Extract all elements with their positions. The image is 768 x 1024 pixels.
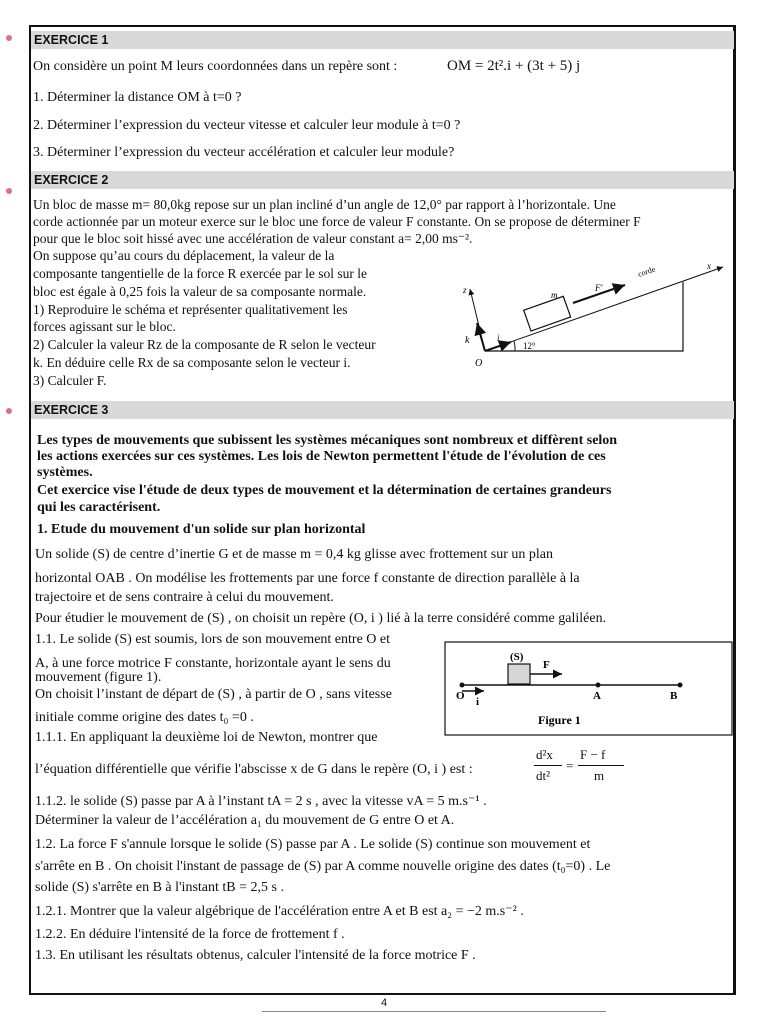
fraction-bar xyxy=(578,765,624,766)
bullet-marker xyxy=(6,35,12,41)
fraction-bar xyxy=(534,765,562,766)
label-a: A xyxy=(593,690,601,702)
solid-s xyxy=(508,664,530,684)
exercise-3-header: EXERCICE 3 xyxy=(31,401,734,419)
label-i: i xyxy=(476,696,480,708)
figure-1-border xyxy=(445,642,732,735)
label-o: O xyxy=(456,690,465,702)
label-corde: corde xyxy=(636,264,657,279)
ex3-section-1-title: 1. Etude du mouvement d'un solide sur plan horizontal xyxy=(37,522,366,537)
ex3-text-line: 1.1.2. le solide (S) passe par A à l’instant tA = 2 s , avec la vitesse vA = 5 m.s⁻¹ . xyxy=(35,794,487,809)
ex1-question-1: 1. Déterminer la distance OM à t=0 ? xyxy=(33,90,242,105)
ex2-line: 2) Calculer la valeur Rz de la composante de R selon le vecteur xyxy=(33,337,376,352)
ex3-paragraph: Les types de mouvements que subissent les systèmes mécaniques sont nombreux et diffèrent selon xyxy=(37,433,618,448)
ex3-text-line: Pour étudier le mouvement de (S) , on choisit un repère (O, i ) lié à la terre considéré comme galiléen. xyxy=(35,611,607,626)
figure-1 xyxy=(444,641,733,736)
eq-denominator-right: m xyxy=(594,768,605,783)
ex3-text-line: trajectoire et de sens contraire à celui du mouvement. xyxy=(35,590,334,605)
point-o xyxy=(460,683,465,688)
ex3-text-line: 1.2.1. Montrer que la valeur algébrique de l'accélération entre A et B est a₂ = −2 m.s⁻² . xyxy=(35,904,524,919)
label-o: O xyxy=(475,358,483,369)
ex2-line: On suppose qu’au cours du déplacement, la valeur de la xyxy=(33,248,335,263)
label-angle: 12° xyxy=(523,341,536,351)
ex2-line: bloc est égale à 0,25 fois la valeur de sa composante normale. xyxy=(33,284,367,299)
label-f: F' xyxy=(595,283,603,293)
ex3-paragraph: les actions exercées sur ces systèmes. Les lois de Newton permettent l'étude de l'évolution de ces xyxy=(37,449,606,464)
ex2-line: corde actionnée par un moteur exerce sur le bloc une force de valeur F constante. On se propose de déterminer F xyxy=(33,214,641,229)
ex2-line: composante tangentielle de la force R exercée par le sol sur le xyxy=(33,266,367,281)
label-b: B xyxy=(670,690,678,702)
ex2-line: forces agissant sur le bloc. xyxy=(33,319,176,334)
ex2-line: 1) Reproduire le schéma et représenter qualitativement les xyxy=(33,302,348,317)
label-s: (S) xyxy=(510,651,524,663)
ex2-line: k. En déduire celle Rx de sa composante selon le vecteur i. xyxy=(33,355,351,370)
ex3-text-line: Un solide (S) de centre d’inertie G et de masse m = 0,4 kg glisse avec frottement sur un plan xyxy=(35,547,553,562)
ex2-line: 3) Calculer F. xyxy=(33,373,107,388)
ex3-text-line: 1.3. En utilisant les résultats obtenus, calculer l'intensité de la force motrice F . xyxy=(35,948,476,963)
footer-line xyxy=(262,1011,606,1012)
figure-1-caption: Figure 1 xyxy=(538,713,581,727)
ex1-question-2: 2. Déterminer l’expression du vecteur vitesse et calculer leur module à t=0 ? xyxy=(33,118,461,133)
ex2-line: pour que le bloc soit hissé avec une accélération de valeur constant a= 2,00 ms⁻². xyxy=(33,231,473,246)
ex1-formula: OM = 2t².i + (3t + 5) j xyxy=(447,58,581,74)
ex3-text-line: Déterminer la valeur de l’accélération a₁ du mouvement de G entre O et A. xyxy=(35,813,455,828)
ex3-paragraph: systèmes. xyxy=(37,465,93,480)
ex3-paragraph: Cet exercice vise l'étude de deux types de mouvement et la détermination de certaines grandeurs xyxy=(37,483,612,498)
ex3-text-line: s'arrête en B . On choisit l'instant de passage de (S) par A comme nouvelle origine des dates (t₀=0) . Le xyxy=(35,859,611,874)
k-vector xyxy=(477,323,485,351)
i-vector xyxy=(485,342,511,351)
ex3-text-line: A, à une force motrice F constante, horizontale ayant le sens du xyxy=(35,656,391,671)
point-a xyxy=(596,683,601,688)
inclined-plane-figure xyxy=(455,255,735,375)
angle-arc xyxy=(514,341,515,351)
eq-numerator-right: F − f xyxy=(580,747,606,762)
ex3-text-line: 1.2. La force F s'annule lorsque le solide (S) passe par A . Le solide (S) continue son mouvement et xyxy=(35,837,591,852)
point-b xyxy=(678,683,683,688)
ex3-text-line: On choisit l’instant de départ de (S) , à partir de O , sans vitesse xyxy=(35,687,392,702)
label-i: i xyxy=(497,333,500,343)
label-x: x xyxy=(707,261,711,271)
ex3-text-line: horizontal OAB . On modélise les frottements par une force f constante de direction parallèle à la xyxy=(35,571,580,586)
label-f: F xyxy=(543,659,550,671)
ex2-line: Un bloc de masse m= 80,0kg repose sur un plan incliné d’un angle de 12,0° par rapport à l’horizontale. Une xyxy=(33,197,616,212)
ex1-intro: On considère un point M leurs coordonnées dans un repère sont : xyxy=(33,59,398,74)
ex3-text-line: mouvement (figure 1). xyxy=(35,670,162,685)
ex3-text-line: 1.1. Le solide (S) est soumis, lors de son mouvement entre O et xyxy=(35,632,390,647)
bullet-marker xyxy=(6,408,12,414)
ex3-text-line: 1.1.1. En appliquant la deuxième loi de Newton, montrer que xyxy=(35,730,378,745)
ex3-text-line: solide (S) s'arrête en B à l'instant tB = 2,5 s . xyxy=(35,880,284,895)
label-m: m xyxy=(551,290,558,300)
exercise-1-header: EXERCICE 1 xyxy=(31,31,734,49)
ex3-text-line: l’équation différentielle que vérifie l'abscisse x de G dans le repère (O, i ) est : xyxy=(35,762,473,777)
exercise-2-header: EXERCICE 2 xyxy=(31,171,734,189)
label-k: k xyxy=(465,335,470,346)
ex3-text-line: initiale comme origine des dates t₀ =0 . xyxy=(35,710,254,725)
eq-equals: = xyxy=(566,758,574,773)
bullet-marker xyxy=(6,188,12,194)
x-axis xyxy=(485,267,723,351)
ex3-paragraph: qui les caractérisent. xyxy=(37,500,161,515)
block-m xyxy=(524,296,571,331)
ex1-question-3: 3. Déterminer l’expression du vecteur accélération et calculer leur module? xyxy=(33,145,455,160)
eq-denominator-left: dt² xyxy=(536,768,551,783)
differential-equation xyxy=(534,746,634,786)
label-z: z xyxy=(463,285,467,295)
page-number: 4 xyxy=(380,997,388,1009)
eq-numerator-left: d²x xyxy=(536,747,553,762)
ex3-text-line: 1.2.2. En déduire l'intensité de la force de frottement f . xyxy=(35,927,345,942)
